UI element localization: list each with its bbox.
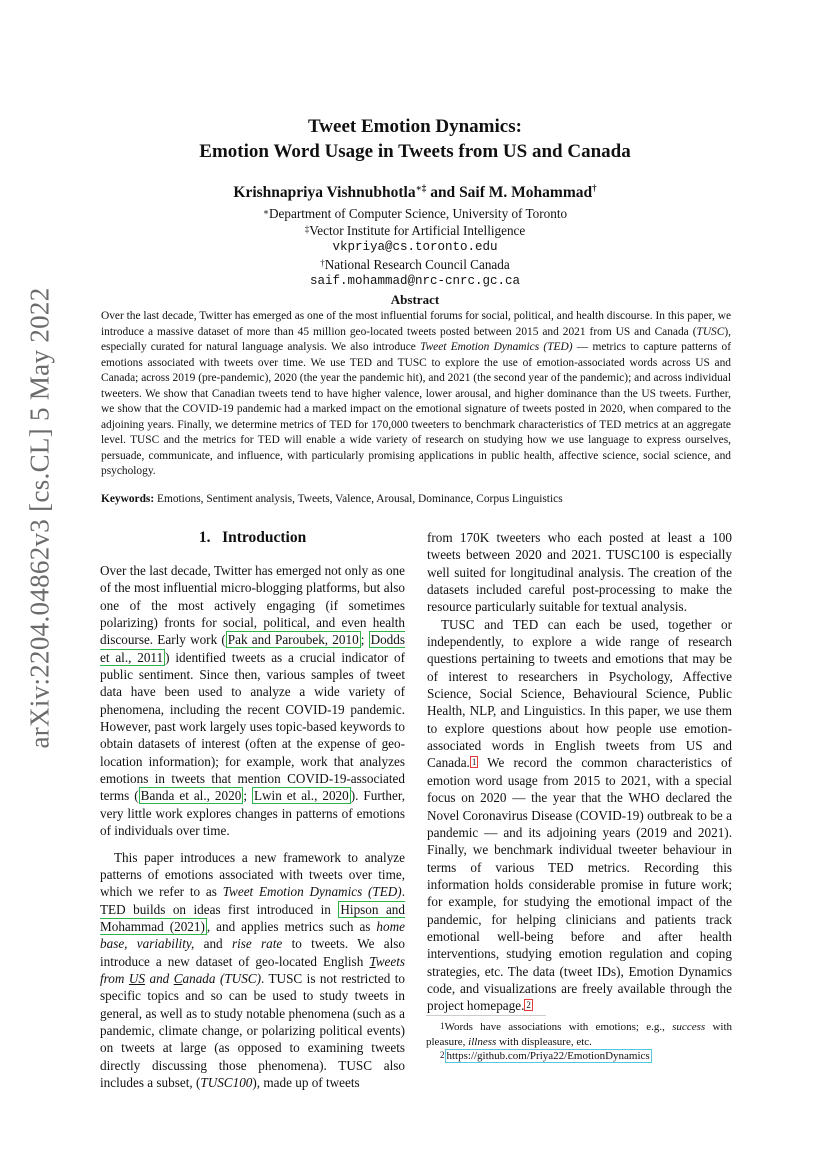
- section-heading: 1. Introduction: [198, 529, 307, 546]
- author-2: Saif M. Mohammad: [459, 184, 593, 201]
- right-column: [427, 529, 732, 1015]
- paper-title: Tweet Emotion Dynamics: Emotion Word Usage in Tweets from US and Canada: [199, 116, 631, 162]
- footnote-2: $^2$ https://github.com/Priya22/EmotionDynamics: [440, 1050, 650, 1062]
- footnote-link[interactable]: 2: [526, 1000, 531, 1011]
- footnote-1: $^1$Words have associations with emotions; e.g., success with pleasure, illness with displeasure, etc.: [426, 1021, 732, 1048]
- citation-link[interactable]: Banda et al., 2020: [140, 788, 242, 804]
- intro-paragraph-2: This paper introduces a new framework to analyze patterns of emotions associated with tweets over time, which we refer to as Tweet Emotion Dynamics (TED). TED builds on ideas first introduced in Hipson and Mohammad (2021) , and applies metrics such as home base, variability, and rise rate to tweets. We also introduce a new dataset of geo-located English Tweets from US and Canada (TUSC). TUSC is not restricted to specific topics and so can be used to study tweets in general, as well as to study notable phenomena (such as a pandemic, climate change, or polarizing political events) on tweets at large (as opposed to examining tweets directly discussing those phenomena). TUSC also includes a subset, (TUSC100), made up of tweets: [100, 849, 406, 1090]
- email-1: vkpriya@cs.toronto.edu: [332, 240, 498, 254]
- keywords: Keywords: Emotions, Sentiment analysis, Tweets, Valence, Arousal, Dominance, Corpus Linguistics: [101, 493, 563, 505]
- abstract-heading: Abstract: [390, 292, 440, 307]
- citation-link[interactable]: Lwin et al., 2020: [253, 788, 349, 804]
- author-1: Krishnapriya Vishnubhotla: [233, 184, 416, 201]
- citation-link[interactable]: Hipson and Mohammad (2021): [100, 901, 405, 934]
- citation-link[interactable]: Pak and Paroubek, 2010: [227, 632, 359, 648]
- affiliation-2: ‡Vector Institute for Artificial Intelligence: [304, 223, 526, 238]
- footnote-link[interactable]: 1: [471, 757, 477, 768]
- affiliation-1: ∗Department of Computer Science, University of Toronto: [262, 206, 568, 221]
- email-2: saif.mohammad@nrc-cnrc.gc.ca: [309, 274, 521, 288]
- affiliation-3: †National Research Council Canada: [320, 257, 510, 272]
- abstract-body: Over the last decade, Twitter has emerged as one of the most influential forums for social, political, and health discourse. In this paper, we introduce a massive dataset of more than 45 million geo-located tweets posted between 2015 and 2021 from US and Canada (TUSC), especially curated for natural language analysis. We also introduce Tweet Emotion Dynamics (TED) — metrics to capture patterns of emotions associated with tweets over time. We use TED and TUSC to explore the use of emotion-associated words across US and Canada; across 2019 (pre-pandemic), 2020 (the year the pandemic hit), and 2021 (the second year of the pandemic); and across individual tweeters. We show that Canadian tweets tend to have higher valence, lower arousal, and higher dominance than the US tweets. Further, we show that the COVID-19 pandemic had a marked impact on the emotional signature of tweets posted in 2020, when compared to the adjoining years. Finally, we determine metrics of TED for 170,000 tweeters to benchmark characteristics of TED metrics at an aggregate level. TUSC and the metrics for TED will enable a wide variety of research on studying how we use language to express ourselves, persuade, communicate, and influence, with particularly promising applications in public health, affective science, social science, and psychology.: [101, 310, 731, 478]
- intro-paragraph-4: TUSC and TED can each be used, together or independently, to explore a wide range of research questions pertaining to tweets and emotions that may be of interest to researchers in Psychology, Affective Science, Social Science, Behavioural Science, Public Health, NLP, and Linguistics. In this paper, we use them to explore questions about how people use emotion-associated words in English tweets from US and Canada. $^1$ We record the common characteristics of emotion word usage from 2015 to 2021, with a special focus on 2020 — the year that the WHO declared the Novel Coronavirus Disease (COVID-19) outbreak to be a pandemic — and its adjoining years (2019 and 2021). Finally, we benchmark individual tweeter behaviour in terms of various TED metrics. Recording this information holds considerable promise in future work; for example, for studying the emotional impact of the pandemic, for helping clinicians and patients track emotional well-being before and after health interventions, studying emotion regulation and coping strategies, etc. The data (tweet IDs), Emotion Dynamics code, and visualizations are freely available through the project homepage. $^2$: [427, 616, 732, 1014]
- left-column: [100, 562, 405, 1091]
- arxiv-watermark: arXiv:2204.04862v3 [cs.CL] 5 May 2022: [24, 287, 55, 749]
- author-list: Krishnapriya Vishnubhotla∗‡ and Saif M. Mohammad†: [233, 183, 597, 201]
- footnote-separator: [426, 1015, 546, 1016]
- intro-paragraph-1: Over the last decade, Twitter has emerged not only as one of the most influential micro-blogging platforms, but also one of the most actively engaging (if sometimes polarizing) fronts for social, political, and even health discourse. Early work ( Pak and Paroubek, 2010 ; Dodds et al., 2011 ) identified tweets as a crucial indicator of public sentiment. Since then, various samples of tweet data have been used to analyze a wide variety of phenomena, including the recent COVID-19 pandemic. However, past work largely uses topic-based keywords to obtain datasets of interest (often at the expense of geo-location information); for example, work that analyzes emotions in tweets that mention COVID-19-associated terms ( Banda et al., 2020 ; Lwin et al., 2020 ). Further, very little work explores changes in patterns of emotions of individuals over time.: [100, 563, 406, 839]
- intro-paragraph-3: from 170K tweeters who each posted at least a 100 tweets between 2020 and 2021. TUSC100 is especially well suited for longitudinal analysis. The creation of the datasets included careful post-processing to make the resource particularly suitable for textual analysis.: [427, 530, 732, 615]
- citation-link[interactable]: Dodds et al., 2011: [100, 632, 405, 665]
- github-url-link[interactable]: https://github.com/Priya22/EmotionDynamics: [446, 1050, 650, 1062]
